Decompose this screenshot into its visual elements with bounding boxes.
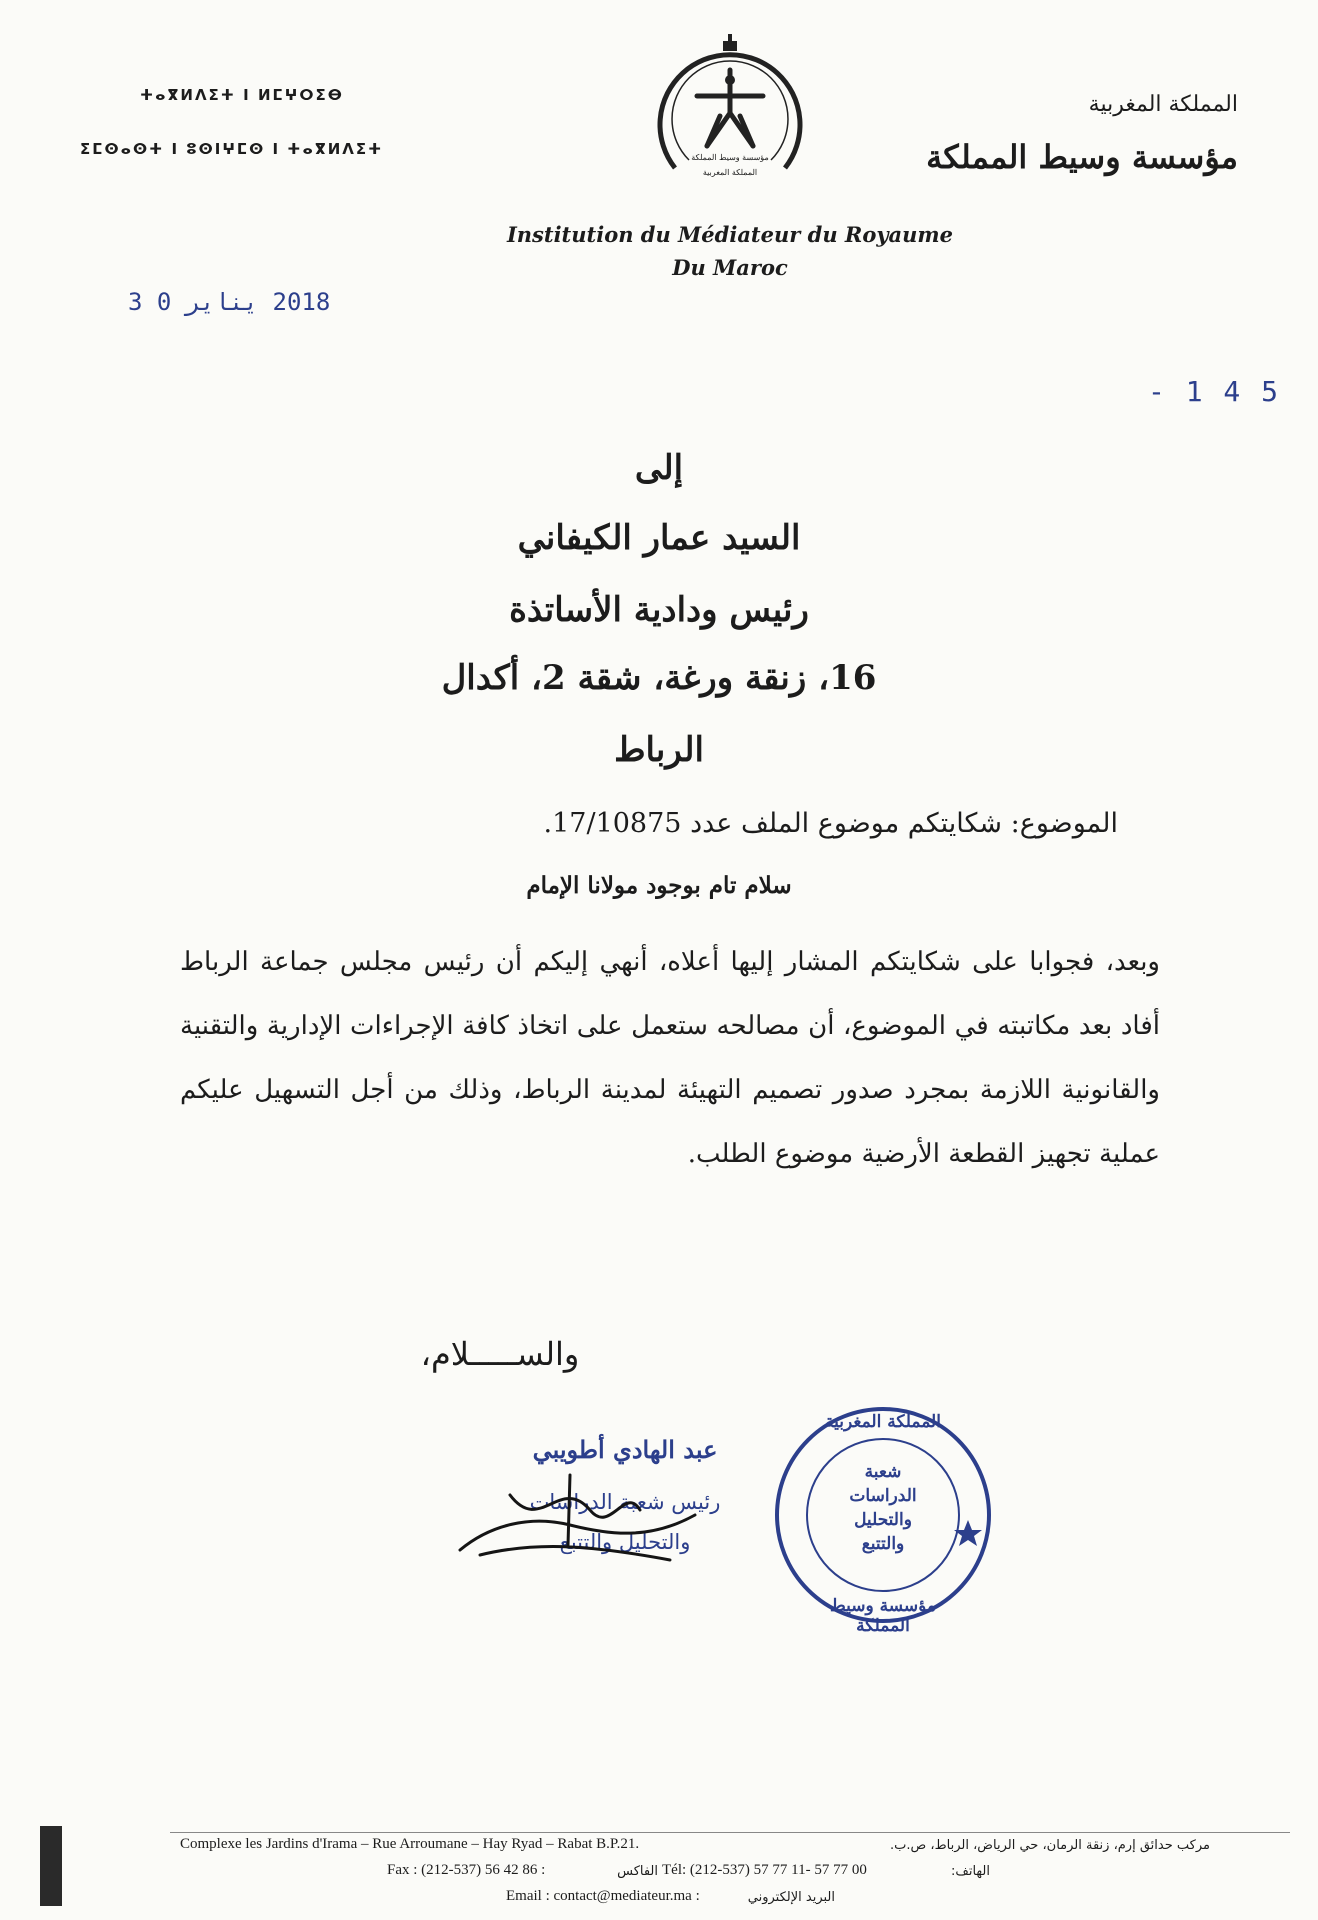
signatory-role-line2: والتحليل والتتبع <box>559 1530 691 1554</box>
recipient-to: إلى <box>634 448 684 488</box>
footer-fax-ar: الفاكس <box>617 1864 658 1879</box>
footer-tel-ar: الهاتف: <box>951 1864 990 1879</box>
footer-fax-fr: Fax : (212-537) 56 42 86 : <box>387 1862 546 1878</box>
header-tifinagh-line1: ⵜⴰⴳⵍⴷⵉⵜ ⵏ ⵍⵎⵖⵔⵉⴱ <box>140 86 344 104</box>
seal-center-line4: والتتبع <box>861 1534 905 1554</box>
footer-address-fr: Complexe les Jardins d'Irama – Rue Arroumane – Hay Ryad – Rabat B.P.21. <box>180 1836 640 1852</box>
recipient-name: السيد عمار الكيفاني <box>517 518 801 558</box>
seal-center-line3: والتحليل <box>854 1510 912 1530</box>
header-arabic-kingdom: المملكة المغربية <box>1088 92 1238 117</box>
signatory-name: عبد الهادي أطويبي <box>532 1435 718 1464</box>
recipient-address: 16، زنقة ورغة، شقة 2، أكدال <box>441 658 877 698</box>
official-seal <box>768 1400 998 1636</box>
footer-email-ar: البريد الإلكتروني <box>747 1890 835 1905</box>
handwritten-signature <box>450 1455 710 1575</box>
letter-body: وبعد، فجوابا على شكايتكم المشار إليها أعلاه، أنهي إليكم أن رئيس مجلس جماعة الرباط أفاد بعد مكاتبته في الموضوع، أن مصالحه ستعمل على اتخاذ كافة الإجراءات الإدارية والتقنية والقانونية اللازمة بمجرد صدور تصميم التهيئة لمدينة الرباط، وذلك من أجل التسهيل عليكم عملية تجهيز القطعة الأرضية موضوع الطلب. <box>180 947 1160 1169</box>
date-stamp: 2018 يناير 0 3 <box>128 288 331 316</box>
closing: والســـــلام، <box>420 1335 580 1373</box>
greeting: سلام تام بوجود مولانا الإمام <box>526 872 792 899</box>
header-tifinagh-line2: ⵉⵎⵙⴰⵙⵜ ⵏ ⵓⵙⵏⵖⵎⵙ ⵏ ⵜⴰⴳⵍⴷⵉⵜ <box>80 140 384 158</box>
institution-name-fr-line1: Institution du Médiateur du Royaume <box>506 222 954 247</box>
seal-ring-bottom: مؤسسة وسيط المملكة <box>829 1596 937 1636</box>
header-arabic-institution: مؤسسة وسيط المملكة <box>926 138 1238 176</box>
institution-logo <box>645 18 815 193</box>
footer-tel-fr: Tél: (212-537) 57 77 11- 57 77 00 <box>662 1862 867 1878</box>
subject-line: الموضوع: شكايتكم موضوع الملف عدد 17/10875. <box>543 808 1118 839</box>
footer-edge-mark <box>40 1826 62 1906</box>
seal-ring-top: المملكة المغربية <box>825 1412 941 1432</box>
recipient-city: الرباط <box>614 730 704 770</box>
institution-name-fr-line2: Du Maroc <box>672 255 788 280</box>
footer-divider <box>170 1832 1290 1833</box>
seal-center-line1: شعبة <box>864 1462 902 1482</box>
seal-center-line2: الدراسات <box>849 1486 917 1506</box>
footer-email-fr: Email : contact@mediateur.ma : <box>506 1888 700 1904</box>
logo-caption-top: مؤسسة وسيط المملكة <box>691 153 769 162</box>
reference-number: - 1 4 5 <box>1148 375 1281 408</box>
signatory-role-line1: رئيس شعبة الدراسات <box>529 1490 721 1514</box>
recipient-title: رئيس ودادية الأساتذة <box>509 590 809 630</box>
footer-address-ar: مركب حدائق إرم، زنقة الرمان، حي الرياض، الرباط، ص.ب. <box>890 1838 1210 1853</box>
logo-caption-bottom: المملكة المغربية <box>702 168 758 177</box>
